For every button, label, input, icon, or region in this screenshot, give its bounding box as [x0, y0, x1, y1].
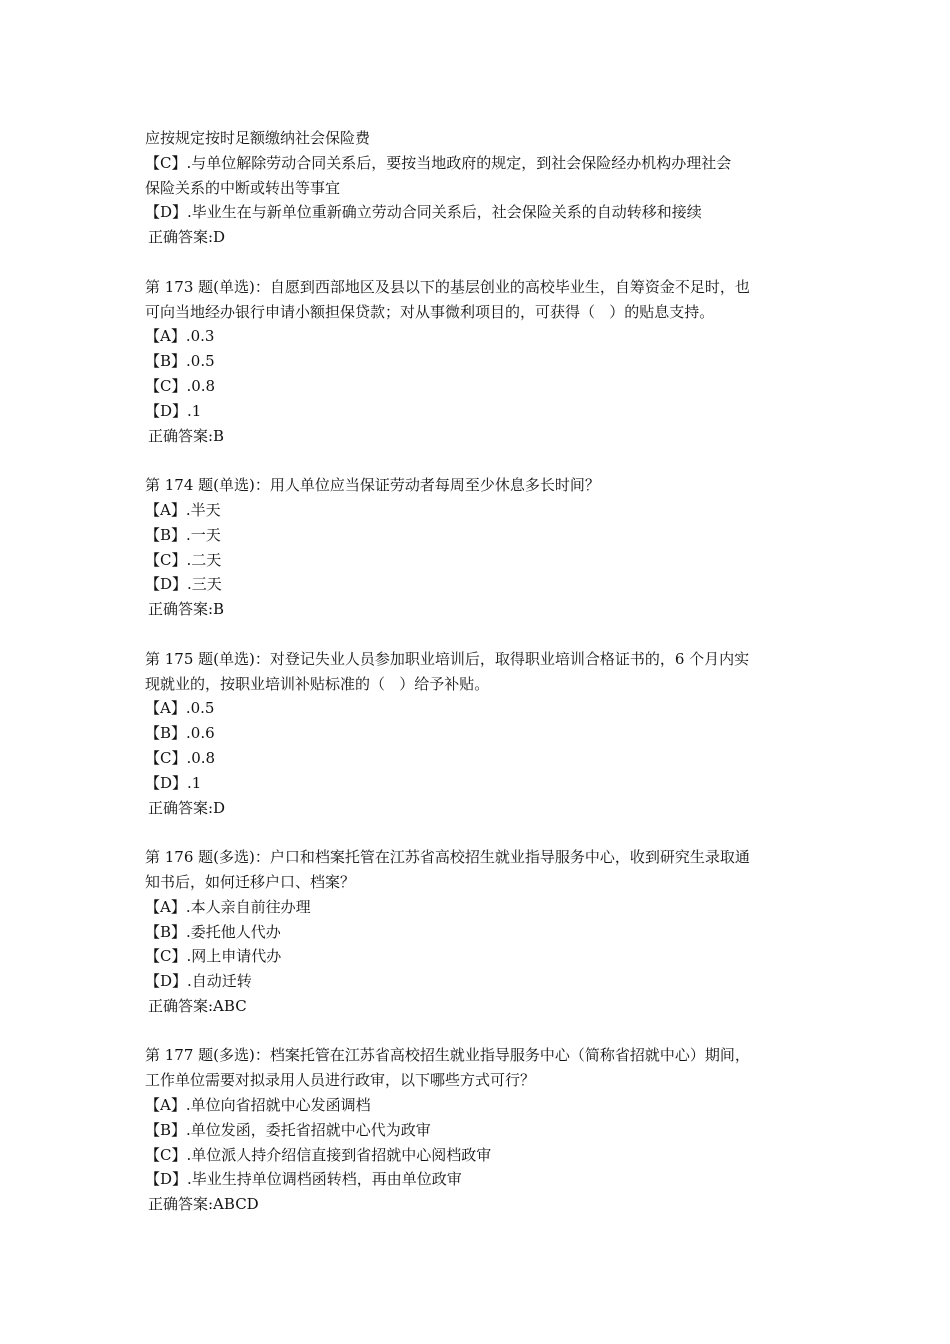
option-d: 【D】.1 [145, 773, 202, 792]
question-177 [145, 1043, 810, 1217]
document-page [145, 126, 810, 1217]
question-text: 现就业的，按职业培训补贴标准的（ ）给予补贴。 [145, 674, 490, 693]
question-text: 第 175 题(单选)：对登记失业人员参加职业培训后，取得职业培训合格证书的，6 个月内实 [145, 649, 750, 668]
spacer [145, 250, 810, 275]
correct-answer: 正确答案:B [148, 426, 225, 445]
question-text: 第 173 题(单选)：自愿到西部地区及县以下的基层创业的高校毕业生，自筹资金不足时，也 [145, 277, 750, 296]
option-a: 【A】.0.3 [145, 327, 215, 346]
option-c: 【C】.0.8 [145, 748, 216, 767]
option-d: 【D】.三天 [145, 575, 222, 594]
option-c: 【C】.0.8 [145, 376, 216, 395]
question-text: 工作单位需要对拟录用人员进行政审，以下哪些方式可行？ [145, 1071, 536, 1090]
question-text: 知书后，如何迁移户口、档案？ [145, 872, 356, 891]
option-a: 【A】.半天 [145, 500, 221, 519]
option-b: 【B】.一天 [145, 525, 221, 544]
option-d: 【D】.毕业生在与新单位重新确立劳动合同关系后，社会保险关系的自动转移和接续 [145, 203, 702, 222]
question-text: 第 176 题(多选)：户口和档案托管在江苏省高校招生就业指导服务中心，收到研究生录取通 [145, 848, 750, 867]
spacer [145, 448, 810, 473]
question-text: 可向当地经办银行申请小额担保贷款；对从事微利项目的，可获得（ ）的贴息支持。 [145, 302, 715, 321]
previous-question-tail [145, 126, 810, 250]
option-a: 【A】.单位向省招就中心发函调档 [145, 1096, 371, 1115]
option-d: 【D】.毕业生持单位调档函转档，再由单位政审 [145, 1170, 462, 1189]
question-175 [145, 647, 810, 821]
spacer [145, 622, 810, 647]
option-c: 【C】.二天 [145, 550, 222, 569]
correct-answer: 正确答案:ABC [148, 996, 247, 1015]
option-b: 【B】.0.6 [145, 724, 215, 743]
text-line: 保险关系的中断或转出等事宜 [145, 178, 341, 197]
option-c: 【C】.与单位解除劳动合同关系后，要按当地政府的规定，到社会保险经办机构办理社会 [145, 153, 732, 172]
option-b: 【B】.单位发函，委托省招就中心代为政审 [145, 1120, 431, 1139]
option-b: 【B】.0.5 [145, 352, 215, 371]
option-a: 【A】.0.5 [145, 699, 215, 718]
correct-answer: 正确答案:D [148, 798, 226, 817]
question-text: 第 174 题(单选)：用人单位应当保证劳动者每周至少休息多长时间？ [145, 476, 600, 495]
question-174 [145, 473, 810, 622]
correct-answer: 正确答案:B [148, 600, 225, 619]
option-d: 【D】.1 [145, 401, 202, 420]
spacer [145, 820, 810, 845]
spacer [145, 1019, 810, 1044]
option-c: 【C】.网上申请代办 [145, 947, 282, 966]
option-a: 【A】.本人亲自前往办理 [145, 897, 311, 916]
correct-answer: 正确答案:D [148, 228, 226, 247]
option-b: 【B】.委托他人代办 [145, 922, 281, 941]
text-line: 应按规定按时足额缴纳社会保险费 [145, 129, 371, 147]
question-176 [145, 845, 810, 1019]
question-173 [145, 275, 810, 449]
option-c: 【C】.单位派人持介绍信直接到省招就中心阅档政审 [145, 1145, 492, 1164]
question-text: 第 177 题(多选)：档案托管在江苏省高校招生就业指导服务中心（简称省招就中心）期间， [145, 1046, 750, 1065]
option-d: 【D】.自动迁转 [145, 972, 252, 991]
correct-answer: 正确答案:ABCD [148, 1195, 259, 1214]
